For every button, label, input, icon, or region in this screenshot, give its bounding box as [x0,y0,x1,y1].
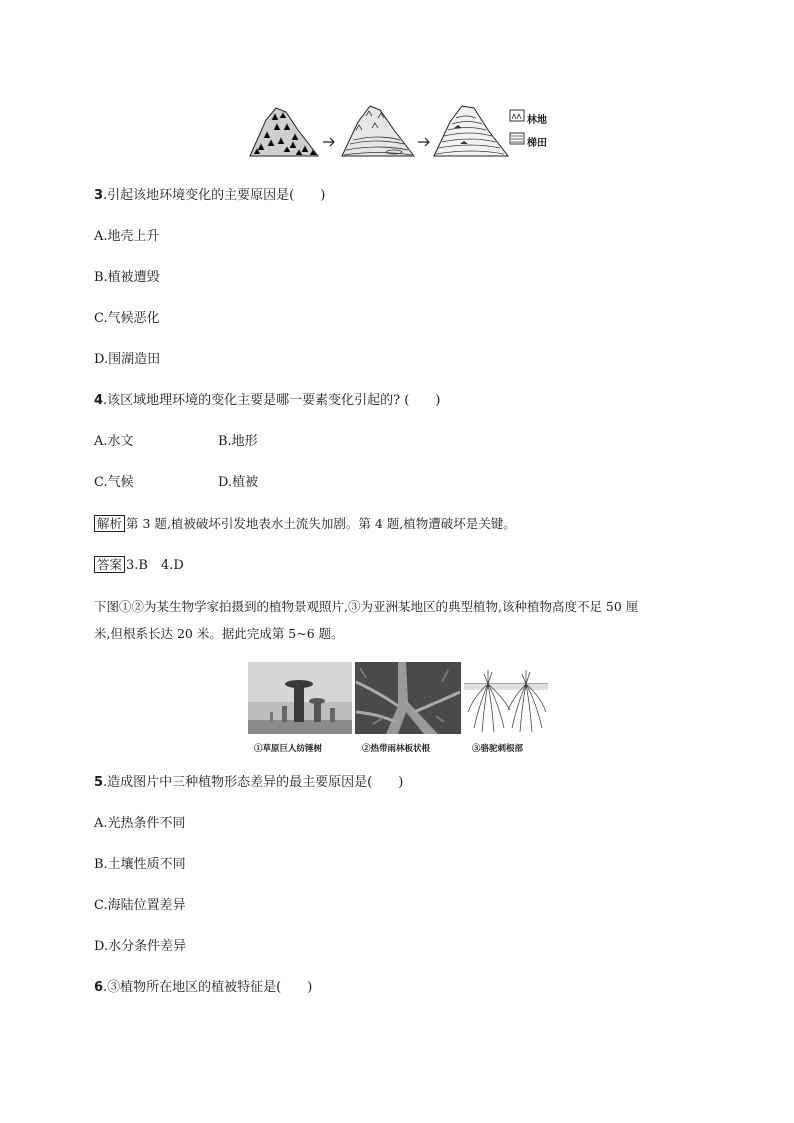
question-number: 5 [94,775,104,790]
q3-option-d: D.围湖造田 [94,352,161,367]
terrain-change-illustration [246,100,556,160]
q4-options-row-2 [94,474,134,492]
camel-thorn-roots-photo [464,662,548,734]
terrain-change-figure [246,100,556,160]
q5-option-a: A.光热条件不同 [94,816,186,831]
q5-option-c: C.海陆位置差异 [94,898,186,913]
legend-forest-swatch [510,110,524,121]
q4-options-row-1 [94,433,134,451]
question-3-stem [94,187,325,205]
fully-terraced-mountain [434,106,508,156]
photo-caption-3: ③骆驼刺根部 [472,744,524,754]
question-text: .引起该地环境变化的主要原因是( ) [103,188,326,203]
q5-option-b: B.土壤性质不同 [94,857,186,872]
q4-option-b: B.地形 [218,434,258,449]
legend-terrace-label: 梯田 [527,138,547,149]
q4-option-c: C.气候 [94,475,134,490]
q5-option-d: D.水分条件差异 [94,939,187,954]
analysis-tag: 解析 [94,515,125,532]
photo-caption-1: ①草原巨人纺锤树 [254,744,323,754]
photo-caption-2: ②热带雨林板状根 [362,744,431,754]
answer-text: 3.B 4.D [126,558,184,573]
intro-line-2: 米,但根系长达 20 米。据此完成第 5~6 题。 [94,626,344,641]
q3-option-a: A.地壳上升 [94,229,160,244]
question-number: 6 [94,980,104,995]
q3-option-b: B.植被遭毁 [94,270,160,285]
question-number: 3 [94,188,104,203]
buttress-roots-photo [355,662,461,734]
question-text: .造成图片中三种植物形态差异的最主要原因是( ) [103,775,404,790]
question-text: .③植物所在地区的植被特征是( ) [103,980,313,995]
forested-mountain [250,108,318,156]
answer-tag: 答案 [94,556,125,573]
question-text: .该区域地理环境的变化主要是哪一要素变化引起的? ( ) [103,393,441,408]
plant-photos [248,662,548,740]
question-4-stem [94,392,440,410]
answer-block [94,556,184,575]
legend-forest-label: 林地 [527,115,547,126]
arrow-right-icon [323,138,334,146]
q4-option-a: A.水文 [94,434,134,449]
plant-photos-figure [248,662,548,758]
question-6-stem [94,979,312,997]
q4-option-d: D.植被 [218,475,259,490]
analysis-block [94,515,516,533]
question-5-stem [94,774,403,792]
partly-terraced-mountain [342,106,414,156]
baobab-photo [248,662,352,734]
question-number: 4 [94,393,104,408]
intro-line-1: 下图①②为某生物学家拍摄到的植物景观照片,③为亚洲某地区的典型植物,该种植物高度不足 50 厘 [94,599,639,614]
analysis-text: 第 3 题,植被破坏引发地表水土流失加剧。第 4 题,植物遭破坏是关键。 [126,516,516,531]
legend-terrace-swatch [510,133,524,144]
q3-option-c: C.气候恶化 [94,311,160,326]
arrow-right-icon [418,138,429,146]
